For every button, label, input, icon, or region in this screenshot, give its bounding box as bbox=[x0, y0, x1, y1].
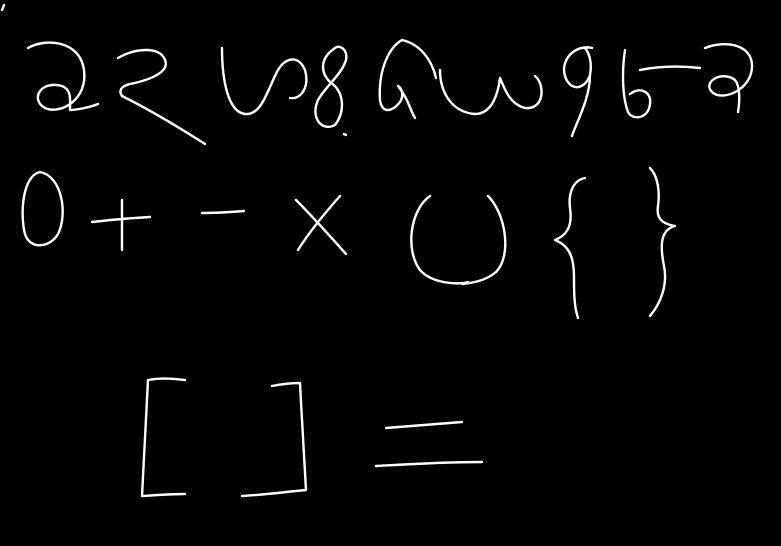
handwritten-times bbox=[296, 196, 346, 254]
stray-mark bbox=[2, 5, 4, 10]
handwritten-digit-4 bbox=[315, 47, 346, 127]
row-3-symbols bbox=[142, 379, 482, 497]
handwritten-digit-3 bbox=[222, 48, 306, 114]
handwritten-open-paren bbox=[411, 196, 468, 283]
handwritten-equals-top bbox=[386, 422, 462, 428]
handwritten-close-brace bbox=[650, 168, 675, 316]
handwritten-digit-9 bbox=[705, 44, 752, 112]
row-2-symbols bbox=[23, 168, 675, 318]
handwritten-digit-7 bbox=[564, 47, 592, 136]
handwritten-digit-2 bbox=[118, 50, 205, 144]
handwritten-open-bracket bbox=[142, 379, 185, 497]
handwritten-close-paren bbox=[462, 196, 505, 284]
handwritten-digit-6 bbox=[440, 70, 542, 114]
row-1-digits bbox=[28, 40, 752, 144]
handwritten-digit-1 bbox=[28, 43, 98, 110]
handwritten-equals-bottom bbox=[376, 462, 482, 466]
handwritten-digit-8 bbox=[623, 50, 700, 117]
handwritten-close-bracket bbox=[242, 383, 306, 496]
handwritten-digit-5 bbox=[380, 40, 436, 118]
stray-dot bbox=[344, 134, 346, 135]
handwritten-zero bbox=[23, 172, 63, 245]
handwritten-minus bbox=[202, 211, 244, 213]
handwritten-open-brace bbox=[555, 178, 585, 318]
handwritten-plus bbox=[92, 200, 150, 250]
